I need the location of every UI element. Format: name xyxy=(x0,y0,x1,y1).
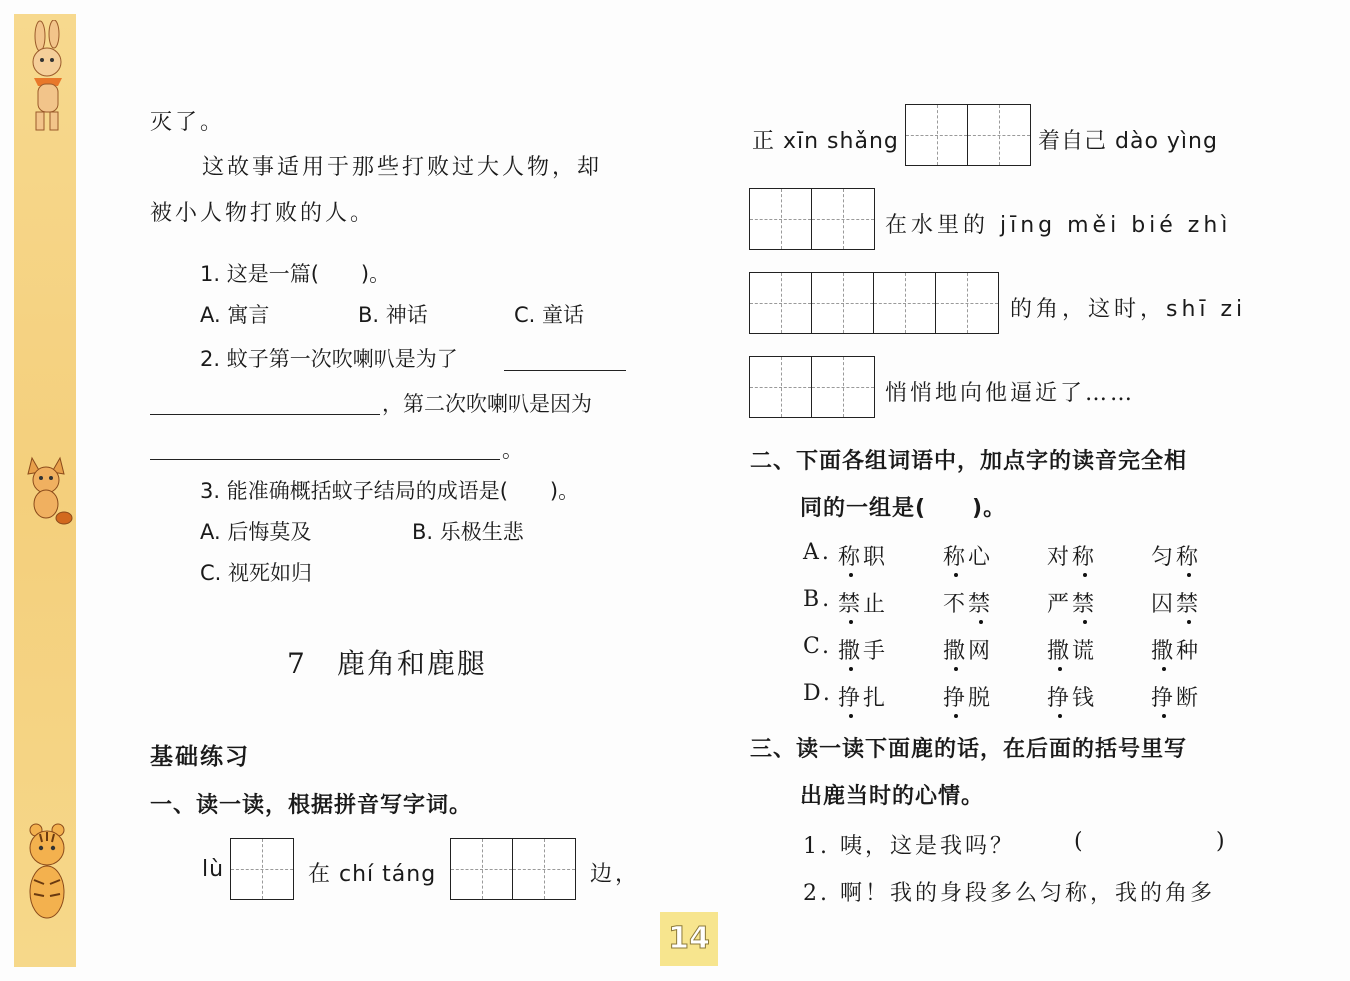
answer-paren-open[interactable]: ( xyxy=(1074,829,1086,854)
question-1-option-a: A. 寓言 xyxy=(200,303,270,327)
question-3: 3. 能准确概括蚊子结局的成语是( )。 xyxy=(200,479,580,503)
word: 对称 xyxy=(1047,540,1097,571)
writing-grid-shi-zi[interactable] xyxy=(749,356,875,418)
pinyin-xin-shang: 正 xīn shǎng xyxy=(752,129,899,154)
word: 挣钱 xyxy=(1047,681,1097,712)
pinyin-lu: lù xyxy=(202,857,225,882)
exercise-3-question-2: 2. 啊！我的身段多么匀称，我的角多 xyxy=(803,881,1215,906)
word: 禁止 xyxy=(838,587,888,618)
section-heading: 基础练习 xyxy=(150,744,250,770)
answer-paren-close: ) xyxy=(1216,829,1228,854)
story-moral-line-1: 这故事适用于那些打败过大人物，却 xyxy=(202,155,603,180)
exercise-3-question-1: 1. 咦，这是我吗？ xyxy=(803,834,1015,859)
writing-grid-lu[interactable] xyxy=(230,838,294,900)
word: 挣断 xyxy=(1151,681,1201,712)
question-2-part-c: 。 xyxy=(502,438,523,462)
question-2-part-a: 2. 蚊子第一次吹喇叭是为了 xyxy=(200,347,458,371)
writing-grid-xin-shang[interactable] xyxy=(905,104,1031,166)
word: 匀称 xyxy=(1151,540,1201,571)
writing-grid-dao-ying[interactable] xyxy=(749,188,875,250)
exercise-2-title-line-2: 同的一组是( )。 xyxy=(800,496,1007,521)
text-qiao-qiao: 悄悄地向他逼近了…… xyxy=(885,381,1136,406)
question-1-option-b: B. 神话 xyxy=(358,303,428,327)
pinyin-chi-tang: 在 chí táng xyxy=(308,862,437,887)
exercise-3-title-line-1: 三、读一读下面鹿的话，在后面的括号里写 xyxy=(750,737,1188,762)
question-3-option-c: C. 视死如归 xyxy=(200,561,313,585)
exercise-3-title-line-2: 出鹿当时的心情。 xyxy=(800,784,985,809)
pinyin-jing-mei-bie-zhi: 在水里的 jīng měi bié zhì xyxy=(885,213,1232,238)
pinyin-dao-ying: 着自己 dào yìng xyxy=(1038,129,1218,154)
story-moral-line-2: 被小人物打败的人。 xyxy=(150,201,376,226)
question-2-part-b: ，第二次吹喇叭是因为 xyxy=(382,392,592,416)
fox-mascot-icon xyxy=(18,452,74,532)
word: 严禁 xyxy=(1047,587,1097,618)
word: 囚禁 xyxy=(1151,587,1201,618)
word: 挣扎 xyxy=(838,681,888,712)
option-a-label: A. xyxy=(803,540,832,565)
option-b-label: B. xyxy=(803,587,833,612)
answer-blank-1[interactable] xyxy=(504,370,626,371)
question-3-option-b: B. 乐极生悲 xyxy=(412,520,524,544)
writing-grid-chi-tang[interactable] xyxy=(450,838,576,900)
page-number: 14 xyxy=(660,912,718,966)
text-bian: 边， xyxy=(590,862,641,887)
word: 挣脱 xyxy=(943,681,993,712)
word: 称心 xyxy=(943,540,993,571)
exercise-1-title: 一、读一读，根据拼音写字词。 xyxy=(150,793,473,818)
question-1-option-c: C. 童话 xyxy=(514,303,585,327)
word: 撒网 xyxy=(943,634,993,665)
tiger-mascot-icon xyxy=(18,818,74,928)
answer-blank-2[interactable] xyxy=(150,414,380,415)
rabbit-mascot-icon xyxy=(18,20,74,135)
exercise-2-title-line-1: 二、下面各组词语中，加点字的读音完全相 xyxy=(750,449,1188,474)
story-text-end: 灭了。 xyxy=(150,110,226,135)
pinyin-shi-zi: 的角，这时，shī zi xyxy=(1010,297,1247,322)
writing-grid-jing-mei-bie-zhi[interactable] xyxy=(749,272,999,334)
option-c-label: C. xyxy=(803,634,833,659)
option-d-label: D. xyxy=(803,681,833,706)
word: 不禁 xyxy=(943,587,993,618)
lesson-title: 7 鹿角和鹿腿 xyxy=(287,647,487,680)
word: 撒谎 xyxy=(1047,634,1097,665)
question-1: 1. 这是一篇( )。 xyxy=(200,262,391,286)
answer-blank-3[interactable] xyxy=(150,459,500,460)
question-3-option-a: A. 后悔莫及 xyxy=(200,520,312,544)
word: 撒种 xyxy=(1151,634,1201,665)
word: 撒手 xyxy=(838,634,888,665)
word: 称职 xyxy=(838,540,888,571)
